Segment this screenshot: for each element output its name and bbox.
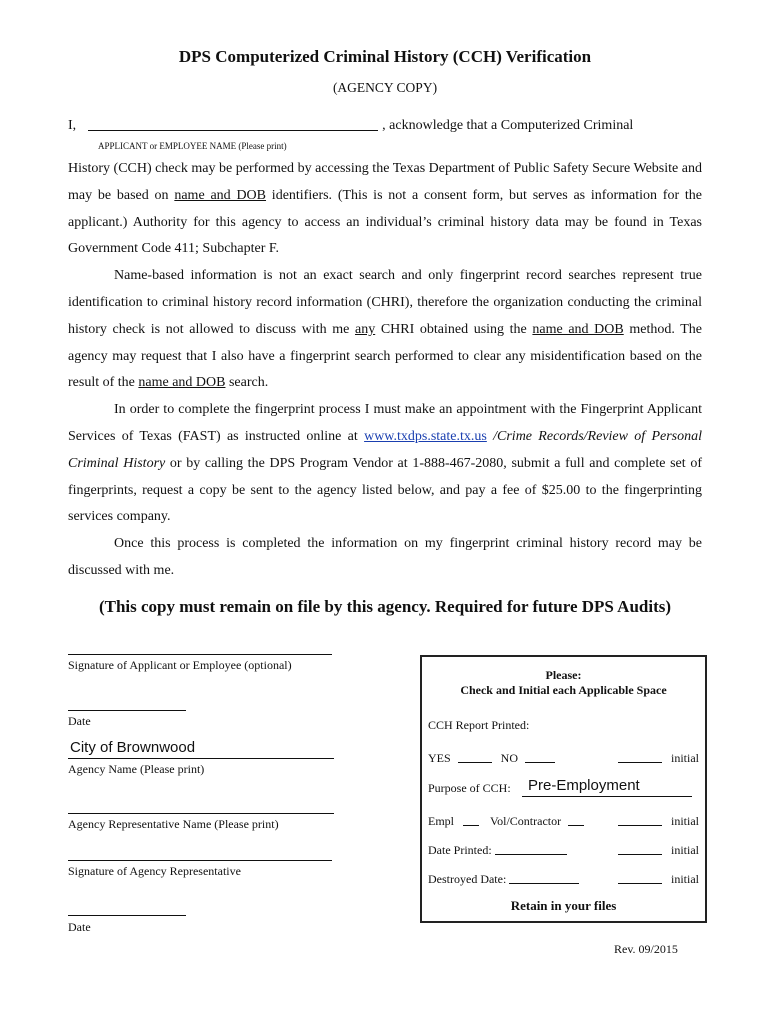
empl-label: Empl [428, 814, 454, 828]
body-text [68, 156, 702, 585]
agency-name-value[interactable]: City of Brownwood [70, 739, 196, 756]
p2-text-c: method. The agency may request that I also have a fingerprint search performed to clear any misidentification based on the result of the [68, 321, 702, 391]
agency-name-field[interactable] [68, 758, 334, 759]
paragraph-4: Once this process is completed the information on my fingerprint criminal history record may be discussed with me. [68, 536, 702, 578]
check-initial-panel [420, 655, 707, 923]
initial-row-2 [618, 814, 699, 829]
destroyed-date-row [428, 872, 579, 887]
initial-label-2: initial [671, 814, 699, 828]
yes-no-row [428, 751, 555, 766]
agency-rep-name-field[interactable] [68, 813, 334, 814]
audit-notice: (This copy must remain on file by this agency. Required for future DPS Audits) [98, 597, 672, 616]
no-field[interactable] [525, 751, 555, 763]
vol-contractor-label: Vol/Contractor [490, 814, 562, 828]
initial-label-1: initial [671, 751, 699, 765]
purpose-field[interactable] [522, 796, 692, 797]
initial-label-3: initial [671, 843, 699, 857]
p2-underline-name-dob: name and DOB [532, 321, 624, 337]
purpose-label: Purpose of CCH: [428, 781, 511, 795]
purpose-value[interactable]: Pre-Employment [528, 777, 640, 794]
p2-text-a: Name-based information is not an exact search and only fingerprint record searches represent true identification to criminal history record information (CHRI), therefore the organization conducting the criminal history check is not allowed to discuss with me [68, 268, 702, 337]
date-label-2: Date [68, 920, 91, 934]
acknowledgment-row [68, 116, 633, 134]
initial-field-1[interactable] [618, 751, 662, 763]
date-printed-row [428, 843, 567, 858]
agency-rep-signature-label: Signature of Agency Representative [68, 864, 241, 878]
initial-label-4: initial [671, 872, 699, 886]
p3-italic-path: /Crime Records/Review of Personal Criminal History [68, 428, 702, 471]
initial-row-1 [618, 751, 699, 766]
initial-field-4[interactable] [618, 872, 662, 884]
date-field-2[interactable] [68, 915, 186, 916]
destroyed-date-label: Destroyed Date: [428, 872, 507, 886]
p1-text-b: identifiers. (This is not a consent form, but serves as information for the applicant.) Authority for this agency to access an individual’s criminal history data may be found in Texas Government Code 411; Subchapter F. [68, 187, 703, 257]
ack-prefix: I, [68, 118, 77, 133]
panel-heading-2: Check and Initial each Applicable Space [460, 683, 667, 697]
agency-name-label: Agency Name (Please print) [68, 762, 205, 776]
applicant-name-caption: APPLICANT or EMPLOYEE NAME (Please print) [98, 141, 287, 151]
document-title: DPS Computerized Criminal History (CCH) Verification [178, 47, 592, 66]
vol-contractor-field[interactable] [568, 814, 584, 826]
p2-underline-any: any [354, 321, 376, 337]
yes-label: YES [428, 751, 451, 765]
applicant-signature-field[interactable] [68, 654, 332, 655]
initial-field-2[interactable] [618, 814, 662, 826]
p1-text-a: History (CCH) check may be performed by accessing the Texas Department of Public Safety Secure Website and may be based on [68, 161, 702, 203]
employment-type-row [428, 814, 584, 829]
p2-text-d: search. [225, 375, 269, 391]
agency-rep-signature-field[interactable] [68, 860, 332, 861]
applicant-signature-label: Signature of Applicant or Employee (optional) [68, 658, 292, 672]
revision-label: Rev. 09/2015 [614, 942, 678, 956]
date-field-1[interactable] [68, 710, 186, 711]
p3-text-b: or by calling the DPS Program Vendor at 1-888-467-2080, submit a full and complete set of fingerprints, request a copy be sent to the agency listed below, and pay a fee of $25.00 to the fingerprinting services company. [68, 455, 702, 525]
agency-rep-name-label: Agency Representative Name (Please print) [68, 817, 279, 831]
date-label-1: Date [68, 714, 91, 728]
cch-printed-label: CCH Report Printed: [428, 718, 530, 732]
initial-row-4 [618, 872, 699, 887]
panel-heading-1: Please: [545, 668, 582, 682]
retain-notice: Retain in your files [510, 898, 617, 913]
paragraph-1 [68, 156, 702, 263]
date-printed-label: Date Printed: [428, 843, 492, 857]
empl-field[interactable] [463, 814, 479, 826]
paragraph-2 [68, 263, 702, 397]
document-subtitle: (AGENCY COPY) [332, 80, 438, 95]
yes-field[interactable] [458, 751, 492, 763]
p2-text-b: CHRI obtained using the [375, 321, 533, 337]
no-label: NO [500, 751, 519, 765]
initial-field-3[interactable] [618, 843, 662, 855]
applicant-name-field[interactable] [88, 116, 378, 131]
p2-underline-name-dob-2: name and DOB [138, 375, 226, 391]
p3-text-a: In order to complete the fingerprint process I must make an appointment with the Fingerprint Applicant Services of Texas (FAST) as instructed online at [68, 402, 702, 444]
initial-row-3 [618, 843, 699, 858]
date-printed-field[interactable] [495, 843, 567, 855]
ack-suffix: , acknowledge that a Computerized Criminal [382, 118, 634, 133]
p1-underline: name and DOB [174, 187, 267, 203]
paragraph-3 [68, 397, 702, 531]
dps-website-link[interactable]: www.txdps.state.tx.us [364, 428, 487, 444]
destroyed-date-field[interactable] [509, 872, 579, 884]
